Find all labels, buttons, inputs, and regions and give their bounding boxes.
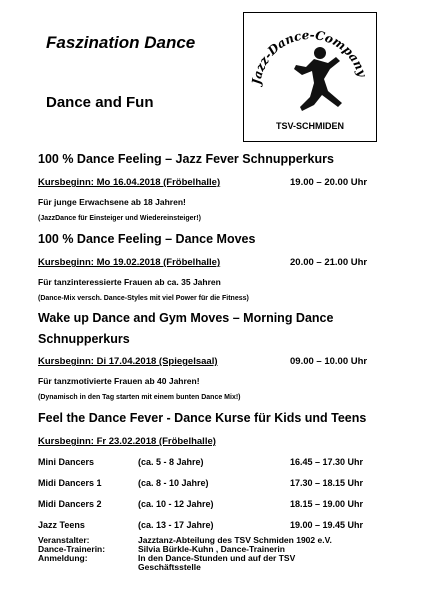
footer-label-trainer: Dance-Trainerin: [38,544,106,554]
club-logo [243,12,377,142]
section3-note: (Dynamisch in den Tag starten mit einem bunten Dance Mix!) [38,394,241,401]
page-subtitle: Dance and Fun [46,94,154,111]
dancer-icon [294,47,342,111]
footer-value-registration: In den Dance-Stunden und auf der TSV [138,553,296,563]
group-name: Mini Dancers [38,457,95,467]
footer-label-registration: Anmeldung: [38,553,88,563]
group-ages: (ca. 13 - 17 Jahre) [138,520,214,530]
group-ages: (ca. 5 - 8 Jahre) [138,457,204,467]
section3-time: 09.00 – 10.00 Uhr [290,356,368,367]
group-time: 16.45 – 17.30 Uhr [290,457,364,467]
footer-value-registration-cont: Geschäftsstelle [138,562,201,572]
section4-heading: Feel the Dance Fever - Dance Kurse für Kids und Teens [38,411,367,425]
section1-time: 19.00 – 20.00 Uhr [290,177,368,188]
footer-label-organizer: Veranstalter: [38,535,90,545]
section3-course: Kursbeginn: Di 17.04.2018 (Spiegelsaal) [38,356,218,367]
logo-arc-text: Jazz-Dance-Company [249,27,370,86]
footer-value-trainer: Silvia Bürkle-Kuhn , Dance-Trainerin [138,544,285,554]
section2-note: (Dance-Mix versch. Dance-Styles mit viel Power für die Fitness) [38,295,249,302]
group-ages: (ca. 8 - 10 Jahre) [138,478,209,488]
section1-audience: Für junge Erwachsene ab 18 Jahren! [38,197,186,207]
section2-heading: 100 % Dance Feeling – Dance Moves [38,232,256,246]
footer-value-organizer: Jazztanz-Abteilung des TSV Schmiden 1902 e.V. [138,535,332,545]
section1-heading: 100 % Dance Feeling – Jazz Fever Schnupperkurs [38,152,334,166]
group-time: 19.00 – 19.45 Uhr [290,520,364,530]
group-name: Midi Dancers 2 [38,499,102,509]
footer-labels [38,536,105,563]
section4-course: Kursbeginn: Fr 23.02.2018 (Fröbelhalle) [38,436,216,447]
section3-audience: Für tanzmotivierte Frauen ab 40 Jahren! [38,376,200,386]
page-title: Faszination Dance [46,33,196,52]
section1-note: (JazzDance für Einsteiger und Wiedereinsteiger!) [38,215,201,222]
section2-time: 20.00 – 21.00 Uhr [290,257,368,268]
section2-course: Kursbeginn: Mo 19.02.2018 (Fröbelhalle) [38,257,221,268]
logo-bottom-text: TSV-SCHMIDEN [275,121,345,131]
section3-heading-line2: Schnupperkurs [38,332,130,346]
group-time: 17.30 – 18.15 Uhr [290,478,364,488]
group-name: Midi Dancers 1 [38,478,102,488]
section1-course: Kursbeginn: Mo 16.04.2018 (Fröbelhalle) [38,177,221,188]
group-time: 18.15 – 19.00 Uhr [290,499,364,509]
section2-audience: Für tanzinteressierte Frauen ab ca. 35 Jahren [38,277,221,287]
section3-heading-line1: Wake up Dance and Gym Moves – Morning Dance [38,311,334,325]
footer-values [138,536,332,572]
group-name: Jazz Teens [38,520,85,530]
group-ages: (ca. 10 - 12 Jahre) [138,499,214,509]
